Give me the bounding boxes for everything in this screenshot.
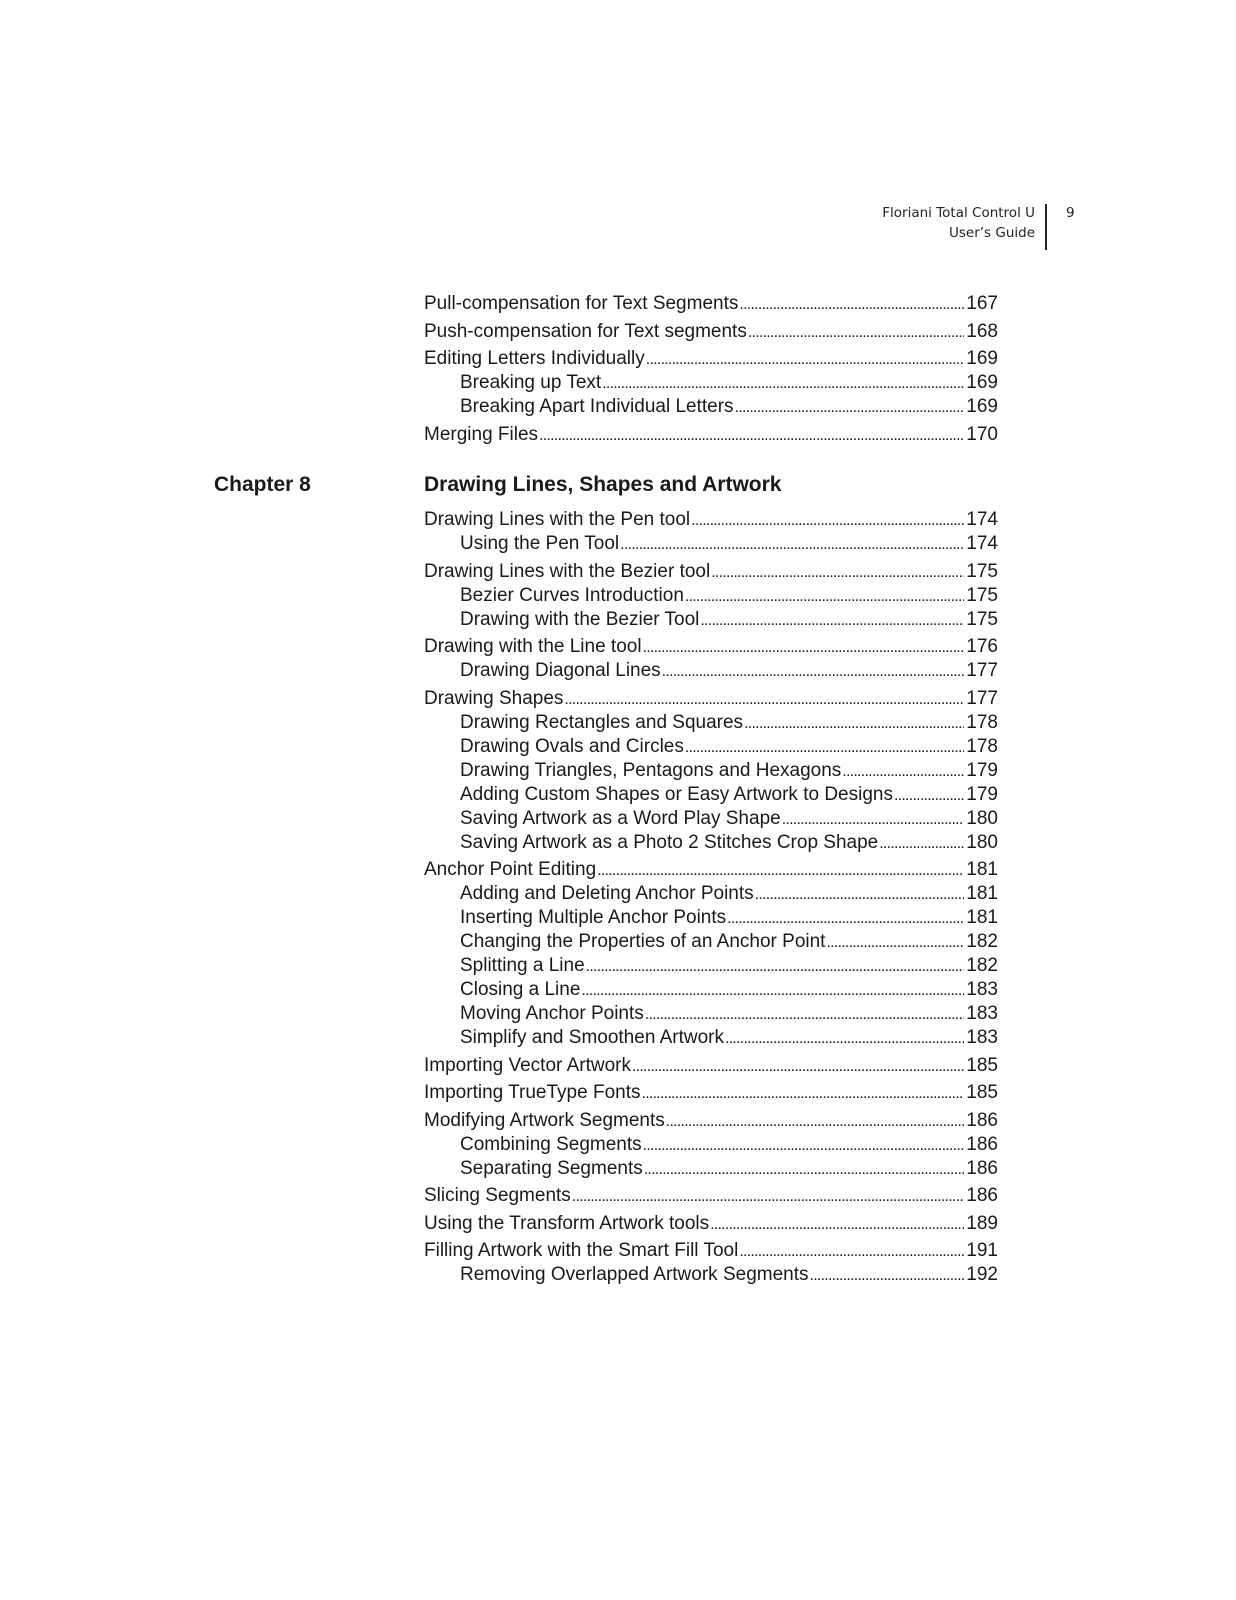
toc-entry-page-number: 189 bbox=[966, 1212, 998, 1234]
toc-dot-leader bbox=[602, 371, 964, 396]
toc-continued-list bbox=[424, 292, 998, 447]
toc-dot-leader bbox=[735, 395, 965, 420]
toc-dot-leader bbox=[739, 292, 964, 317]
toc-entry-title: Editing Letters Individually bbox=[424, 348, 645, 369]
toc-entry-title: Bezier Curves Introduction bbox=[460, 584, 684, 606]
toc-entry-page-number: 180 bbox=[966, 807, 998, 829]
toc-entry[interactable] bbox=[424, 807, 998, 831]
toc-entry-page-number: 186 bbox=[966, 1133, 998, 1155]
toc-entry[interactable] bbox=[424, 1081, 998, 1105]
toc-entry[interactable] bbox=[424, 1157, 998, 1181]
toc-dot-leader bbox=[642, 1081, 965, 1106]
toc-entry-page-number: 174 bbox=[966, 509, 998, 530]
toc-dot-leader bbox=[643, 635, 965, 660]
toc-dot-leader bbox=[685, 584, 964, 609]
toc-entry-title: Slicing Segments bbox=[424, 1185, 571, 1206]
toc-entry[interactable] bbox=[424, 1109, 998, 1133]
toc-entry-title: Combining Segments bbox=[460, 1133, 642, 1155]
toc-entry-page-number: 178 bbox=[966, 735, 998, 757]
toc-entry-page-number: 169 bbox=[966, 396, 998, 417]
toc-entry-page-number: 177 bbox=[966, 660, 998, 681]
toc-entry-page-number: 192 bbox=[966, 1264, 998, 1285]
toc-entry-page-number: 175 bbox=[966, 608, 998, 630]
toc-entry-title: Drawing Shapes bbox=[424, 687, 564, 709]
toc-entry[interactable] bbox=[424, 906, 998, 930]
toc-entry-title: Drawing Triangles, Pentagons and Hexagons bbox=[460, 759, 842, 781]
toc-dot-leader bbox=[879, 831, 964, 856]
toc-dot-leader bbox=[620, 532, 964, 557]
toc-entry-page-number: 182 bbox=[966, 955, 998, 976]
running-header-title: Floriani Total Control U bbox=[882, 205, 1035, 221]
toc-entry-title: Drawing Diagonal Lines bbox=[460, 660, 661, 681]
toc-entry-title: Push-compensation for Text segments bbox=[424, 320, 747, 342]
toc-entry[interactable] bbox=[424, 831, 998, 855]
toc-entry-title: Saving Artwork as a Photo 2 Stitches Crop Shape bbox=[460, 831, 879, 853]
toc-entry-title: Importing Vector Artwork bbox=[424, 1054, 631, 1076]
toc-entry[interactable] bbox=[424, 711, 998, 735]
toc-entry[interactable] bbox=[424, 635, 998, 659]
toc-entry-title: Moving Anchor Points bbox=[460, 1003, 644, 1024]
toc-entry-page-number: 180 bbox=[966, 831, 998, 853]
toc-dot-leader bbox=[572, 1184, 965, 1209]
toc-dot-leader bbox=[700, 608, 964, 633]
toc-entry[interactable] bbox=[424, 1002, 998, 1026]
toc-dot-leader bbox=[739, 1239, 964, 1264]
toc-entry-page-number: 185 bbox=[966, 1054, 998, 1076]
toc-dot-leader bbox=[710, 1212, 964, 1237]
header-divider bbox=[1045, 204, 1047, 250]
toc-entry[interactable] bbox=[424, 735, 998, 759]
toc-entry-page-number: 176 bbox=[966, 636, 998, 657]
toc-entry[interactable] bbox=[424, 508, 998, 532]
toc-entry-page-number: 170 bbox=[966, 423, 998, 445]
toc-dot-leader bbox=[586, 954, 965, 979]
toc-dot-leader bbox=[691, 508, 964, 533]
toc-dot-leader bbox=[842, 759, 964, 784]
toc-dot-leader bbox=[894, 783, 964, 808]
toc-dot-leader bbox=[644, 1157, 965, 1182]
toc-entry-title: Anchor Point Editing bbox=[424, 859, 597, 880]
toc-entry-title: Drawing Rectangles and Squares bbox=[460, 711, 744, 733]
toc-dot-leader bbox=[711, 560, 964, 585]
toc-entry[interactable] bbox=[424, 1026, 998, 1050]
toc-entry[interactable] bbox=[424, 954, 998, 978]
toc-entry-page-number: 168 bbox=[966, 320, 998, 342]
toc-entry-page-number: 175 bbox=[966, 584, 998, 606]
toc-dot-leader bbox=[685, 735, 964, 760]
toc-entry-page-number: 179 bbox=[966, 759, 998, 781]
toc-entry-title: Filling Artwork with the Smart Fill Tool bbox=[424, 1240, 739, 1261]
toc-dot-leader bbox=[646, 347, 965, 372]
toc-entry[interactable] bbox=[424, 783, 998, 807]
toc-dot-leader bbox=[744, 711, 964, 736]
toc-entry-page-number: 183 bbox=[966, 1003, 998, 1024]
toc-entry-title: Removing Overlapped Artwork Segments bbox=[460, 1264, 809, 1285]
toc-dot-leader bbox=[782, 807, 965, 832]
toc-entry[interactable] bbox=[424, 1263, 998, 1287]
toc-entry-title: Using the Pen Tool bbox=[460, 533, 620, 554]
toc-entry-title: Drawing with the Line tool bbox=[424, 636, 642, 657]
toc-entry-page-number: 167 bbox=[966, 293, 998, 314]
toc-entry[interactable] bbox=[424, 292, 998, 316]
toc-dot-leader bbox=[643, 1133, 965, 1158]
toc-entry-page-number: 181 bbox=[966, 883, 998, 904]
toc-entry[interactable] bbox=[424, 978, 998, 1002]
toc-entry[interactable] bbox=[424, 608, 998, 632]
toc-entry[interactable] bbox=[424, 858, 998, 882]
toc-entry-title: Saving Artwork as a Word Play Shape bbox=[460, 807, 781, 829]
toc-entry-page-number: 183 bbox=[966, 979, 998, 1000]
toc-entry-page-number: 185 bbox=[966, 1082, 998, 1103]
toc-entry-title: Breaking Apart Individual Letters bbox=[460, 396, 734, 417]
toc-entry-page-number: 182 bbox=[966, 931, 998, 952]
toc-entry-page-number: 177 bbox=[966, 687, 998, 709]
toc-dot-leader bbox=[564, 687, 964, 712]
toc-entry-title: Drawing Lines with the Bezier tool bbox=[424, 560, 711, 582]
toc-dot-leader bbox=[539, 423, 964, 448]
toc-entry-title: Breaking up Text bbox=[460, 372, 602, 393]
running-header-subtitle: User’s Guide bbox=[948, 225, 1035, 241]
toc-dot-leader bbox=[632, 1054, 964, 1079]
toc-entry-title: Adding Custom Shapes or Easy Artwork to Designs bbox=[460, 783, 893, 805]
toc-entry-title: Pull-compensation for Text Segments bbox=[424, 293, 739, 314]
toc-dot-leader bbox=[725, 1026, 964, 1051]
toc-entry-title: Importing TrueType Fonts bbox=[424, 1082, 641, 1103]
toc-dot-leader bbox=[645, 1002, 965, 1027]
toc-entry-title: Modifying Artwork Segments bbox=[424, 1109, 665, 1131]
running-header bbox=[882, 203, 1035, 243]
toc-dot-leader bbox=[666, 1109, 965, 1134]
toc-dot-leader bbox=[727, 906, 964, 931]
toc-entry-title: Inserting Multiple Anchor Points bbox=[460, 907, 727, 928]
toc-entry-title: Changing the Properties of an Anchor Point bbox=[460, 931, 826, 952]
toc-entry-page-number: 191 bbox=[966, 1240, 998, 1261]
toc-entry-title: Using the Transform Artwork tools bbox=[424, 1212, 710, 1234]
toc-entry[interactable] bbox=[424, 759, 998, 783]
toc-entry-page-number: 175 bbox=[966, 560, 998, 582]
toc-entry[interactable] bbox=[424, 882, 998, 906]
toc-entry[interactable] bbox=[424, 532, 998, 556]
toc-dot-leader bbox=[826, 930, 964, 955]
toc-entry-page-number: 181 bbox=[966, 907, 998, 928]
toc-entry-title: Separating Segments bbox=[460, 1157, 643, 1179]
toc-entry[interactable] bbox=[424, 1054, 998, 1078]
toc-entry[interactable] bbox=[424, 687, 998, 711]
toc-entry[interactable] bbox=[424, 1184, 998, 1208]
toc-entry[interactable] bbox=[424, 1239, 998, 1263]
toc-entry-title: Drawing with the Bezier Tool bbox=[460, 608, 700, 630]
toc-entry[interactable] bbox=[424, 584, 998, 608]
toc-entry[interactable] bbox=[424, 659, 998, 683]
toc-entry[interactable] bbox=[424, 320, 998, 344]
toc-entry-title: Simplify and Smoothen Artwork bbox=[460, 1027, 725, 1048]
toc-entry-page-number: 186 bbox=[966, 1185, 998, 1206]
toc-entry-title: Drawing Lines with the Pen tool bbox=[424, 509, 691, 530]
toc-entry-title: Drawing Ovals and Circles bbox=[460, 735, 684, 757]
toc-entry[interactable] bbox=[424, 347, 998, 371]
toc-entry-title: Merging Files bbox=[424, 423, 539, 445]
toc-dot-leader bbox=[810, 1263, 965, 1288]
toc-entry[interactable] bbox=[424, 560, 998, 584]
toc-dot-leader bbox=[748, 320, 964, 345]
toc-entry-page-number: 183 bbox=[966, 1027, 998, 1048]
toc-dot-leader bbox=[662, 659, 965, 684]
toc-entry-title: Adding and Deleting Anchor Points bbox=[460, 883, 754, 904]
toc-entry-page-number: 174 bbox=[966, 533, 998, 554]
toc-dot-leader bbox=[581, 978, 964, 1003]
chapter-title: Drawing Lines, Shapes and Artwork bbox=[424, 473, 782, 496]
toc-entry-page-number: 186 bbox=[966, 1109, 998, 1131]
toc-entry-page-number: 186 bbox=[966, 1157, 998, 1179]
toc-entry-title: Splitting a Line bbox=[460, 955, 585, 976]
toc-entry[interactable] bbox=[424, 395, 998, 419]
chapter-label: Chapter 8 bbox=[214, 473, 311, 496]
toc-entry-page-number: 178 bbox=[966, 711, 998, 733]
toc-entry[interactable] bbox=[424, 1212, 998, 1236]
toc-entry-title: Closing a Line bbox=[460, 979, 581, 1000]
toc-entry-page-number: 169 bbox=[966, 372, 998, 393]
toc-entry-page-number: 179 bbox=[966, 783, 998, 805]
toc-entry-page-number: 181 bbox=[966, 859, 998, 880]
toc-entry[interactable] bbox=[424, 1133, 998, 1157]
toc-dot-leader bbox=[755, 882, 965, 907]
toc-entry[interactable] bbox=[424, 930, 998, 954]
page-number: 9 bbox=[1066, 205, 1075, 221]
toc-entry-page-number: 169 bbox=[966, 348, 998, 369]
toc-entry[interactable] bbox=[424, 371, 998, 395]
toc-entry[interactable] bbox=[424, 423, 998, 447]
toc-dot-leader bbox=[597, 858, 964, 883]
toc-chapter-list bbox=[424, 508, 998, 1287]
